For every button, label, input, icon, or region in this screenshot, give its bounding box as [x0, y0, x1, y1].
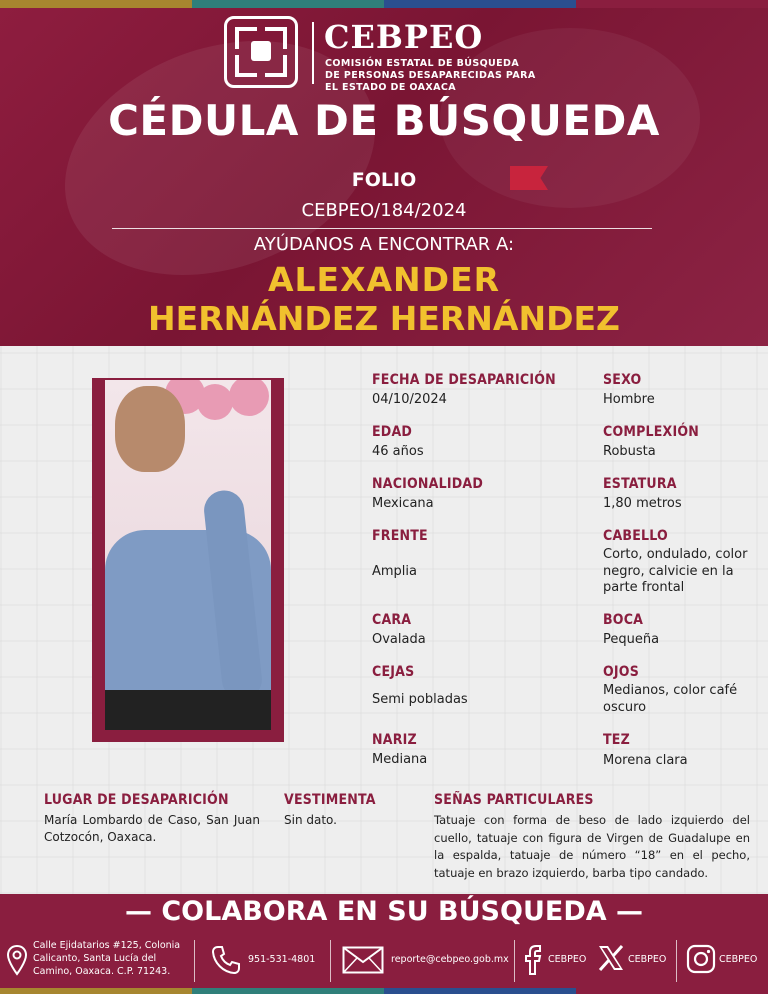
- field-value-nacionalidad: Mexicana: [372, 496, 434, 511]
- field-value-ojos: Medianos, color café oscuro: [603, 683, 738, 715]
- field-label-cabello: CABELLO: [603, 528, 668, 544]
- field-label-nariz: NARIZ: [372, 732, 417, 748]
- field-label-ojos: OJOS: [603, 664, 639, 680]
- strip-segment: [576, 988, 768, 994]
- field-label-nacionalidad: NACIONALIDAD: [372, 476, 483, 492]
- field-value-tez: Morena clara: [603, 753, 688, 768]
- field-value-estatura: 1,80 metros: [603, 496, 682, 511]
- field-value-fecha: 04/10/2024: [372, 392, 447, 407]
- field-label-estatura: ESTATURA: [603, 476, 677, 492]
- logo-divider: [312, 22, 314, 84]
- cta-heading: — COLABORA EN SU BÚSQUEDA —: [124, 896, 644, 927]
- field-label-lugar: LUGAR DE DESAPARICIÓN: [44, 792, 229, 808]
- field-value-nariz: Mediana: [372, 752, 428, 767]
- field-label-sexo: SEXO: [603, 372, 642, 388]
- footer-instagram[interactable]: CEBPEO: [719, 954, 758, 965]
- strip-segment: [0, 988, 192, 994]
- footer-divider: [514, 940, 515, 982]
- field-value-frente: Amplia: [372, 564, 417, 579]
- field-value-complexion: Robusta: [603, 444, 656, 459]
- field-label-boca: BOCA: [603, 612, 644, 628]
- cebpeo-logo-icon: [224, 16, 298, 88]
- location-pin-icon: [6, 944, 28, 976]
- field-label-edad: EDAD: [372, 424, 413, 440]
- person-first-name: ALEXANDER: [267, 260, 501, 299]
- mail-icon: [342, 946, 384, 974]
- field-value-cara: Ovalada: [372, 632, 426, 647]
- org-name: [325, 58, 565, 94]
- footer-divider: [194, 940, 195, 982]
- strip-segment: [384, 0, 576, 8]
- header-divider: [112, 228, 652, 229]
- org-name-line: COMISIÓN ESTATAL DE BÚSQUEDA: [325, 58, 520, 69]
- field-value-cabello: Corto, ondulado, color negro, calvicie en la parte frontal: [603, 547, 748, 595]
- strip-segment: [384, 988, 576, 994]
- folio-value: CEBPEO/184/2024: [301, 200, 467, 221]
- strip-segment: [192, 0, 384, 8]
- facebook-icon[interactable]: [522, 942, 544, 976]
- field-label-senas: SEÑAS PARTICULARES: [434, 792, 594, 808]
- field-value-lugar: María Lombardo de Caso, San Juan Cotzocón, Oaxaca.: [44, 813, 260, 844]
- field-value-vestimenta: Sin dato.: [284, 813, 337, 827]
- field-label-fecha: FECHA DE DESAPARICIÓN: [372, 372, 556, 388]
- top-color-strip: [0, 0, 768, 8]
- field-label-complexion: COMPLEXIÓN: [603, 424, 699, 440]
- phone-icon: [210, 944, 242, 976]
- footer-phone[interactable]: 951-531-4801: [248, 954, 316, 965]
- document-title: CÉDULA DE BÚSQUEDA: [108, 96, 660, 145]
- field-label-frente: FRENTE: [372, 528, 428, 544]
- field-value-sexo: Hombre: [603, 392, 655, 407]
- field-value-edad: 46 años: [372, 444, 424, 459]
- footer-email[interactable]: reporte@cebpeo.gob.mx: [391, 954, 509, 965]
- field-value-boca: Pequeña: [603, 632, 660, 647]
- field-value-senas: Tatuaje con forma de beso de lado izquierdo del cuello, tatuaje con figura de Virgen de Guadalupe en la espalda, tatuaje de número “18” en el pecho, tatuaje en brazo izquierdo, barba tipo candado.: [434, 813, 750, 880]
- folio-label: FOLIO: [351, 169, 417, 191]
- field-label-vestimenta: VESTIMENTA: [284, 792, 376, 808]
- bottom-color-strip: [0, 988, 768, 994]
- org-name-line: DE PERSONAS DESAPARECIDAS PARA: [325, 70, 536, 81]
- instagram-icon[interactable]: [686, 944, 716, 974]
- footer-facebook[interactable]: CEBPEO: [548, 954, 587, 965]
- footer-divider: [330, 940, 331, 982]
- field-label-tez: TEZ: [603, 732, 630, 748]
- person-photo: [105, 380, 271, 730]
- help-text: AYÚDANOS A ENCONTRAR A:: [253, 234, 515, 255]
- field-label-cara: CARA: [372, 612, 412, 628]
- org-name-line: EL ESTADO DE OAXACA: [325, 82, 457, 93]
- org-acronym: CEBPEO: [324, 18, 484, 56]
- footer-divider: [676, 940, 677, 982]
- x-icon[interactable]: [597, 944, 625, 972]
- strip-segment: [192, 988, 384, 994]
- field-value-cejas: Semi pobladas: [372, 692, 468, 707]
- strip-segment: [0, 0, 192, 8]
- field-label-cejas: CEJAS: [372, 664, 415, 680]
- footer-address: Calle Ejidatarios #125, Colonia Calicanto, Santa Lucía del Camino, Oaxaca. C.P. 71243.: [33, 940, 181, 977]
- person-last-names: HERNÁNDEZ HERNÁNDEZ: [148, 299, 620, 338]
- footer-x[interactable]: CEBPEO: [628, 954, 667, 965]
- strip-segment: [576, 0, 768, 8]
